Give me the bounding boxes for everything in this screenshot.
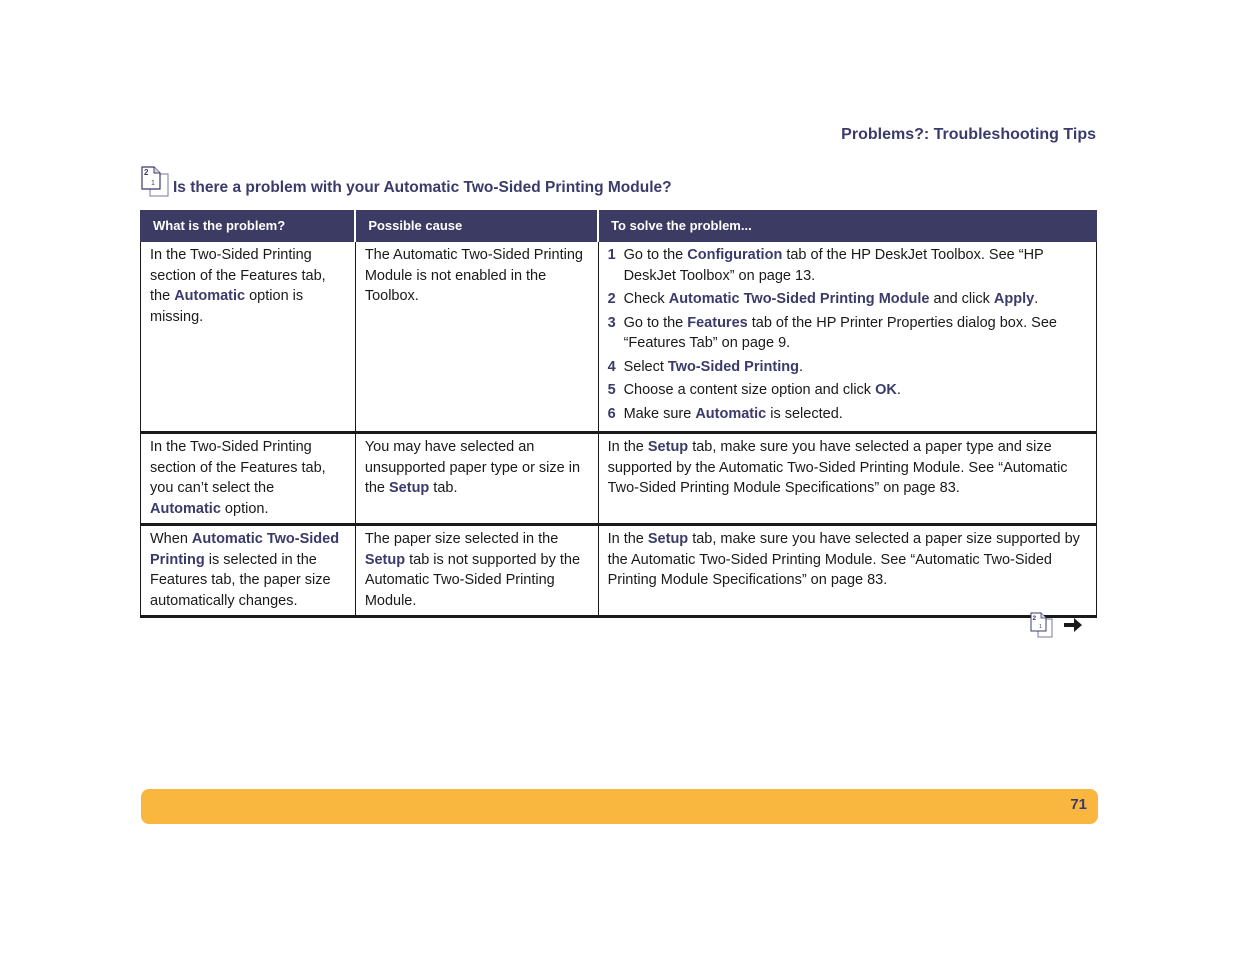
step-text bbox=[624, 357, 1088, 378]
step-text bbox=[624, 245, 1088, 286]
text: tab, make sure you have selected a paper type and size supported by the Automatic Two-Sided Printing Module. See “Automatic Two-Sided Printing Module Specifications” on page 83. bbox=[607, 439, 1068, 496]
problem-cell bbox=[141, 433, 356, 525]
text: In the Two-Sided Printing section of the Features tab, you can’t select the bbox=[150, 439, 326, 496]
highlight-term: Apply bbox=[993, 291, 1035, 307]
running-header: Problems?: Troubleshooting Tips bbox=[841, 126, 1096, 143]
text: tab of the HP DeskJet Toolbox. See “HP DeskJet Toolbox” on page 13. bbox=[623, 247, 1044, 284]
text: option. bbox=[220, 500, 269, 517]
text: tab is not supported by the Automatic Two-Sided Printing Module. bbox=[364, 551, 581, 609]
list-item bbox=[608, 357, 1088, 378]
two-sided-page-icon bbox=[140, 165, 170, 197]
list-item bbox=[608, 289, 1088, 310]
cause-cell bbox=[355, 525, 598, 617]
solution-cell bbox=[598, 525, 1096, 617]
text: and click bbox=[929, 291, 994, 307]
step-text bbox=[624, 404, 1088, 425]
list-item bbox=[608, 380, 1088, 401]
text: Go to the bbox=[623, 247, 688, 263]
list-item bbox=[608, 313, 1088, 354]
solution-cell bbox=[598, 242, 1096, 433]
text: tab. bbox=[429, 480, 458, 496]
highlight-term: Setup bbox=[389, 480, 430, 496]
highlight-term: Automatic bbox=[695, 405, 767, 422]
text: In the bbox=[607, 439, 648, 455]
step-text bbox=[624, 313, 1088, 354]
problem-cell bbox=[141, 525, 356, 617]
footer-bar bbox=[141, 789, 1098, 824]
page-number: 71 bbox=[1070, 796, 1087, 813]
table-row bbox=[141, 242, 1097, 433]
text: Make sure bbox=[623, 405, 696, 422]
section-title: Is there a problem with your Automatic Two-Sided Printing Module? bbox=[173, 179, 672, 196]
highlight-term: Two-Sided Printing bbox=[667, 358, 799, 375]
column-header-solution: To solve the problem... bbox=[598, 211, 1096, 242]
text: . bbox=[896, 382, 901, 398]
text: is selected in the Features tab, the paper size automatically changes. bbox=[150, 551, 331, 609]
icon-label-2: 2 bbox=[144, 168, 149, 177]
highlight-term: Automatic bbox=[150, 500, 221, 517]
text: The paper size selected in the bbox=[364, 531, 559, 547]
text: You may have selected an unsupported paper type or size in the bbox=[364, 439, 581, 496]
icon-label-1: 1 bbox=[1039, 624, 1043, 630]
solution-steps bbox=[608, 245, 1088, 424]
highlight-term: Configuration bbox=[687, 247, 783, 263]
cause-cell bbox=[355, 242, 598, 433]
text: is selected. bbox=[766, 405, 843, 422]
icon-label-2: 2 bbox=[1032, 615, 1037, 622]
highlight-term: Automatic Two-Sided Printing bbox=[150, 531, 340, 568]
text: When bbox=[150, 531, 192, 547]
text: . bbox=[798, 358, 803, 375]
problem-cell bbox=[141, 242, 356, 433]
step-text bbox=[624, 289, 1088, 310]
right-arrow-icon[interactable] bbox=[1062, 615, 1084, 635]
list-item bbox=[608, 245, 1088, 286]
text: The Automatic Two-Sided Printing Module is not enabled in the Toolbox. bbox=[364, 247, 583, 304]
step-number: 2 bbox=[607, 291, 616, 307]
step-number: 3 bbox=[607, 314, 616, 331]
column-header-cause: Possible cause bbox=[355, 211, 598, 242]
table-header-row bbox=[141, 211, 1097, 242]
two-sided-page-icon[interactable] bbox=[1030, 612, 1054, 638]
column-header-problem: What is the problem? bbox=[141, 211, 356, 242]
step-number: 6 bbox=[607, 405, 616, 422]
text: Go to the bbox=[623, 314, 688, 331]
step-text bbox=[624, 380, 1088, 401]
highlight-term: Automatic bbox=[174, 288, 246, 304]
highlight-term: Setup bbox=[647, 439, 689, 455]
text: Check bbox=[623, 291, 669, 307]
list-item bbox=[608, 404, 1088, 425]
icon-label-1: 1 bbox=[151, 180, 155, 187]
text: Choose a content size option and click bbox=[623, 382, 876, 398]
table-row bbox=[141, 525, 1097, 617]
text: tab of the HP Printer Properties dialog box. See “Features Tab” on page 9. bbox=[623, 314, 1057, 351]
solution-cell bbox=[598, 433, 1096, 525]
text: Select bbox=[623, 358, 668, 375]
text: In the Two-Sided Printing section of the Features tab, the bbox=[150, 247, 326, 304]
troubleshooting-table bbox=[140, 210, 1097, 618]
text: tab, make sure you have selected a paper size supported by the Automatic Two-Sided Printing Module. See “Automatic Two-Sided Printing Module Specifications” on page 83. bbox=[607, 531, 1080, 588]
highlight-term: OK bbox=[875, 382, 897, 398]
step-number: 5 bbox=[607, 382, 616, 398]
cause-cell bbox=[355, 433, 598, 525]
text: . bbox=[1034, 291, 1039, 307]
highlight-term: Features bbox=[687, 314, 748, 331]
table-row bbox=[141, 433, 1097, 525]
text: option is missing. bbox=[150, 288, 304, 325]
step-number: 4 bbox=[607, 358, 616, 375]
highlight-term: Setup bbox=[364, 551, 406, 568]
text: In the bbox=[607, 531, 648, 547]
highlight-term: Automatic Two-Sided Printing Module bbox=[668, 291, 930, 307]
step-number: 1 bbox=[607, 247, 616, 263]
highlight-term: Setup bbox=[647, 531, 689, 547]
